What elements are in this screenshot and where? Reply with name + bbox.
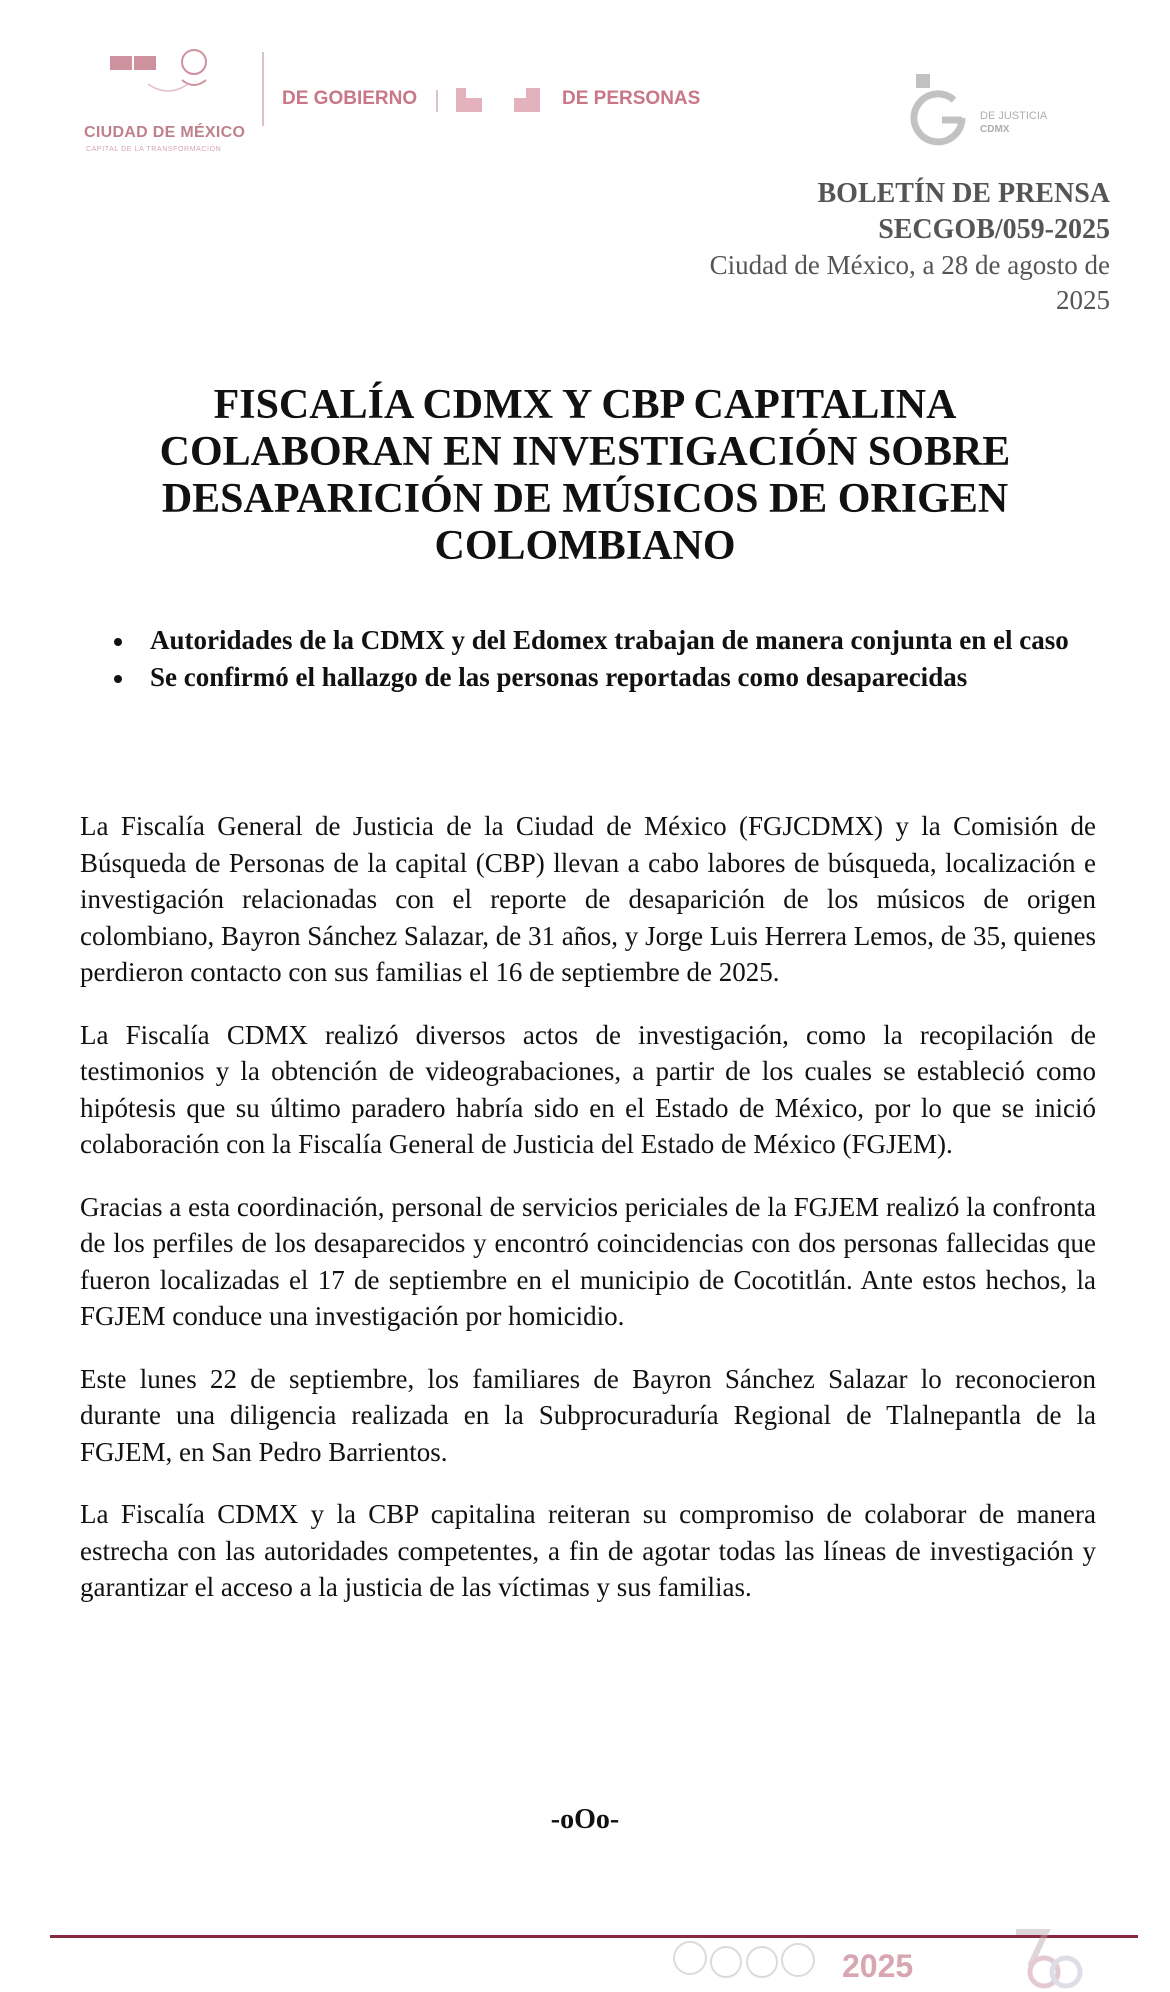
body-paragraph: Gracias a esta coordinación, personal de servicios periciales de la FGJEM realizó la confronta de los perfiles de los desaparecidos y encontró coincidencias con dos personas fallecidas que fueron localizadas el 17 de septiembre en el municipio de Cocotitlán. Ante estos hechos, la FGJEM conduce una investigación por homicidio. (80, 1191, 1096, 1331)
bulletin-number: SECGOB/059-2025 (878, 214, 1110, 245)
highlight-text: Se confirmó el hallazgo de las personas reportadas como desaparecidas (150, 662, 968, 692)
cdmx-logo-text: CIUDAD DE MÉXICO (84, 124, 246, 141)
closing-mark: -oOo- (550, 1804, 620, 1835)
press-release-title: FISCALÍA CDMX Y CBP CAPITALINA COLABORAN EN INVESTIGACIÓN SOBRE DESAPARICIÓN DE MÚSICOS DE ORIGEN COLOMBIANO (159, 382, 1011, 569)
footer-portraits-icon (668, 1924, 828, 1992)
press-release-body (80, 808, 1096, 1632)
fgj-logo-line1: DE JUSTICIA (980, 110, 1048, 122)
highlight-text: Autoridades de la CDMX y del Edomex trabajan de manera conjunta en el caso (150, 625, 1069, 655)
body-paragraph: La Fiscalía General de Justicia de la Ciudad de México (FGJCDMX) y la Comisión de Búsqueda de Personas de la capital (CBP) llevan a cabo labores de búsqueda, localización e investigación relacionadas con el reporte de desaparición de los músicos de origen colombiano, Bayron Sánchez Salazar, de 31 años, y Jorge Luis Herrera Lemos, de 35, quienes perdieron contacto con sus familias el 16 de septiembre de 2025. (80, 811, 1096, 987)
fgj-logo (890, 46, 1070, 156)
fgj-logo-line2: CDMX (980, 124, 1010, 135)
department-right-label: DE PERSONAS (562, 88, 701, 109)
department-mark-icon (456, 88, 482, 112)
footer-anniversary-icon (1010, 1926, 1090, 1992)
body-paragraph: La Fiscalía CDMX realizó diversos actos de investigación, como la recopilación de testimonios y la obtención de videograbaciones, a partir de los cuales se estableció como hipótesis que su último paradero habría sido en el Estado de México, por lo que se inició colaboración con la Fiscalía General de Justicia del Estado de México (FGJEM). (80, 1019, 1096, 1159)
department-left-label: DE GOBIERNO (282, 88, 418, 109)
highlight-item (110, 622, 1100, 659)
cdmx-logo-subtext: CAPITAL DE LA TRANSFORMACIÓN (86, 146, 222, 153)
body-paragraph: La Fiscalía CDMX y la CBP capitalina reiteran su compromiso de colaborar de manera estrecha con las autoridades competentes, a fin de agotar todas las líneas de investigación y garantizar el acceso a la justicia de las víctimas y sus familias. (80, 1499, 1096, 1602)
letterhead (0, 28, 1170, 158)
bullet-icon (114, 675, 122, 683)
body-paragraph: Este lunes 22 de septiembre, los familiares de Bayron Sánchez Salazar lo reconocieron durante una diligencia realizada en la Subprocuraduría Regional de Tlalnepantla de la FGJEM, en San Pedro Barrientos. (80, 1363, 1096, 1467)
department-mark-icon-2 (514, 88, 540, 112)
bulletin-label: BOLETÍN DE PRENSA (817, 178, 1110, 209)
header-divider (262, 52, 264, 126)
bulletin-date-line2: 2025 (1056, 285, 1110, 315)
fgj-g-icon (910, 74, 974, 154)
footer-year: 2025 (842, 1948, 914, 1984)
highlights-list (110, 622, 1100, 696)
footer-divider (50, 1935, 1138, 1938)
bullet-icon (114, 638, 122, 646)
highlight-item (110, 659, 1100, 696)
bulletin-date-line1: Ciudad de México, a 28 de agosto de (709, 250, 1110, 280)
cdmx-logo (84, 40, 254, 160)
bulletin-header (590, 176, 1110, 318)
header-divider-small (436, 90, 438, 112)
cdmx-seal-icon (108, 40, 228, 100)
